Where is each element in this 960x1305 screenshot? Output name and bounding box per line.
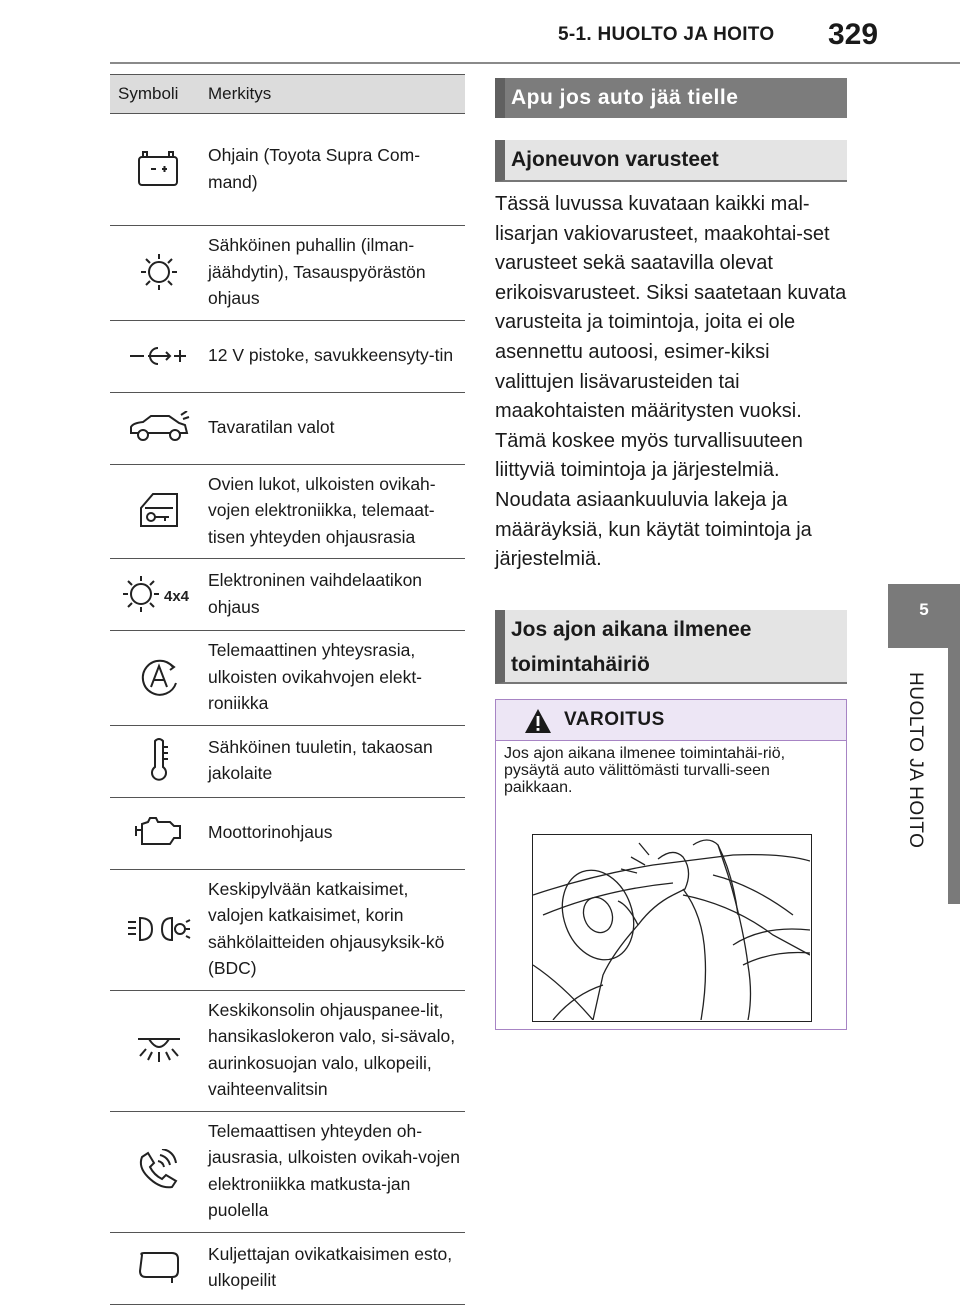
table-header-row — [110, 75, 465, 114]
table-row — [110, 869, 465, 990]
page-number: 329 — [828, 18, 879, 51]
col-header-symbol: Symboli — [110, 75, 208, 114]
table-row — [110, 559, 465, 631]
heading-malfunction — [495, 610, 847, 684]
table-cell-meaning: Sähköinen puhallin (ilman-jäähdytin), Tasauspyörästön ohjaus — [208, 226, 465, 321]
heading-sub — [495, 140, 847, 182]
warning-text: Jos ajon aikana ilmenee toimintahäi-riö, pysäytä auto välittömästi turvalli-seen paikkaan. — [504, 745, 786, 796]
telematics-a-icon — [110, 631, 208, 726]
gear-4x4-icon — [110, 559, 208, 631]
warning-triangle-icon — [524, 708, 552, 734]
table-cell-meaning: Telemaattisen yhteyden oh-jausrasia, ulkoisten ovikah-vojen elektroniikka matkusta-jan puolella — [208, 1111, 465, 1232]
fan-icon — [110, 226, 208, 321]
table-cell-meaning: Sähköinen tuuletin, takaosan jakolaite — [208, 725, 465, 797]
table-row — [110, 114, 465, 226]
interior-light-icon — [110, 990, 208, 1111]
table-cell-meaning: Telemaattinen yhteysrasia, ulkoisten ovikahvojen elekt-roniikka — [208, 631, 465, 726]
thermometer-icon — [110, 725, 208, 797]
table-cell-meaning: Keskipylvään katkaisimet, valojen katkaisimet, korin sähkölaitteiden ohjausyksik-kö (BDC) — [208, 869, 465, 990]
table-cell-meaning: Tavaratilan valot — [208, 392, 465, 464]
table-row — [110, 1232, 465, 1304]
table-row — [110, 464, 465, 559]
table-cell-meaning: Kuljettajan ovikatkaisimen esto, ulkopeilit — [208, 1232, 465, 1304]
phone-icon — [110, 1111, 208, 1232]
chapter-title: HUOLTO JA HOITO — [905, 672, 926, 849]
gear-4x4-label: 4x4 — [164, 587, 190, 605]
table-cell-meaning: Ohjain (Toyota Supra Com-mand) — [208, 114, 465, 226]
heading-main-text: Apu jos auto jää tielle — [511, 86, 739, 109]
power-socket-icon — [110, 320, 208, 392]
table-row — [110, 392, 465, 464]
header-rule — [110, 62, 960, 64]
body-paragraph: Tässä luvussa kuvataan kaikki mal-lisarjan vakiovarusteet, maakohtai-set varusteet sekä saatavilla olevat erikoisvarusteet. Siksi saatetaan kuvata varusteita ja toimintoja, joita ei ole asennettu autoosi, esimer-kiksi valittujen lisävarusteiden tai maakohtaisten määritysten vuoksi. Tämä koskee myös turvallisuuteen liittyviä toimintoja ja järjestelmiä. Noudata asiaankuuluvia lakeja ja määräyksiä, kun käytät toimintoja ja järjestelmiä. — [495, 193, 847, 571]
mirror-icon — [110, 1232, 208, 1304]
control-unit-icon — [110, 114, 208, 226]
table-cell-meaning: Moottorinohjaus — [208, 797, 465, 869]
heading-sub-text: Ajoneuvon varusteet — [511, 148, 719, 171]
symbol-table — [110, 74, 465, 1305]
table-row — [110, 631, 465, 726]
driver-illustration — [532, 834, 812, 1022]
table-row — [110, 320, 465, 392]
table-row — [110, 226, 465, 321]
chapter-bar — [948, 648, 960, 904]
chapter-number: 5 — [919, 600, 929, 619]
lights-icon — [110, 869, 208, 990]
table-row — [110, 797, 465, 869]
table-row — [110, 725, 465, 797]
section-title: 5-1. HUOLTO JA HOITO — [558, 24, 775, 45]
table-row — [110, 1111, 465, 1232]
table-row — [110, 990, 465, 1111]
car-trunk-light-icon — [110, 392, 208, 464]
heading-malfunction-line1: Jos ajon aikana ilmenee — [511, 618, 752, 641]
warning-title: VAROITUS — [564, 709, 665, 730]
table-cell-meaning: Elektroninen vaihdelaatikon ohjaus — [208, 559, 465, 631]
heading-malfunction-line2: toimintahäiriö — [511, 653, 650, 676]
heading-main — [495, 78, 847, 118]
col-header-meaning: Merkitys — [208, 75, 465, 114]
warning-header — [496, 700, 846, 741]
table-cell-meaning: Keskikonsolin ohjauspanee-lit, hansikaslokeron valo, si-sävalo, aurinkosuojan valo, ulkopeili, vaihteenvalitsin — [208, 990, 465, 1111]
table-cell-meaning: 12 V pistoke, savukkeensyty-tin — [208, 320, 465, 392]
warning-box — [495, 699, 847, 1030]
door-key-icon — [110, 464, 208, 559]
table-cell-meaning: Ovien lukot, ulkoisten ovikah-vojen elektroniikka, telemaat-tisen yhteyden ohjausrasia — [208, 464, 465, 559]
engine-icon — [110, 797, 208, 869]
